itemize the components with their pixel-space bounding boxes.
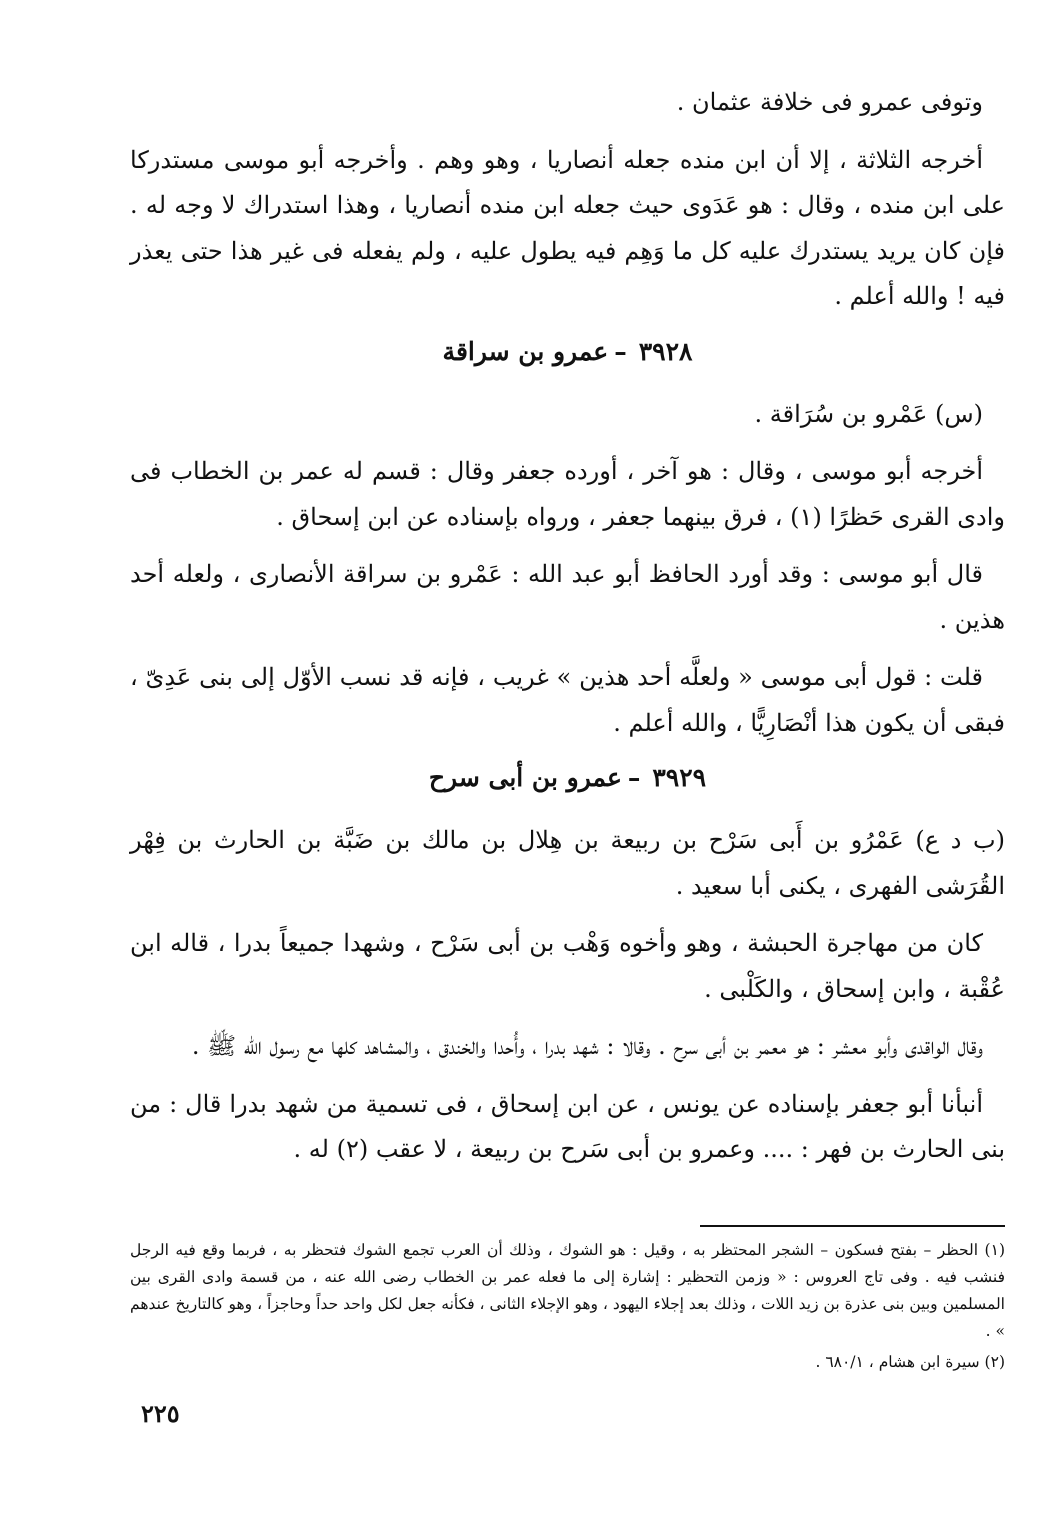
entry-number: ٣٩٢٨ xyxy=(638,336,693,366)
entry-3928-paragraph: قلت : قول أبى موسى « ولعلَّه أحد هذين » غريب ، فإنه قد نسب الأوّل إلى بنى عَدِىّ ، فبقى أن يكون هذا أنْصَارِيًّا ، والله أعلم . xyxy=(130,663,1005,737)
footnote-1: (١) الحظر – بفتح فسكون – الشجر المحتظر به ، وقيل : هو الشوك ، وذلك أن العرب تجمع الشوك فتحظر به ، فربما وقع فيه الرجل فنشب فيه . وفى تاج العروس : « وزمن التحظير : إشارة إلى ما فعله عمر بن الخطاب رضى الله عنه ، من قسمة وادى القرى بين المسلمين وبين بنى عذرة بن زيد اللات ، وذلك بعد إجلاء اليهود ، وهو الإجلاء الثانى ، فكأنه جعل لكل واحد حداً وحاجزاً ، وهو كالتاريخ عندهم » . xyxy=(130,1240,1005,1340)
entry-dash: – xyxy=(614,336,627,366)
entry-heading-3929 xyxy=(130,758,1005,798)
entry-3928-paragraph: (س) عَمْرو بن سُرَاقة . xyxy=(754,399,983,428)
entry-3929-paragraph: (ب د ع) عَمْرُو بن أَبى سَرْح بن ربيعة بن هِلال بن مالك بن ضَبَّة بن الحارث بن فِهْر القُرَشى الفهرى ، يكنى أبا سعيد . xyxy=(130,826,1005,900)
entry-3929-paragraph: كان من مهاجرة الحبشة ، وهو وأخوه وَهْب بن أبى سَرْح ، وشهدا جميعاً بدرا ، قاله ابن عُقْبة ، وابن إسحاق ، والكَلْبى . xyxy=(130,929,1005,1003)
paragraph-takhrij-note: أخرجه الثلاثة ، إلا أن ابن منده جعله أنصاريا ، وهو وهم . وأخرجه أبو موسى مستدركا على ابن منده ، وقال : هو عَدَوى حيث جعله ابن منده أنصاريا ، وهذا استدراك لا وجه له . فإن كان يريد يستدرك عليه كل ما وَهِم فيه يطول عليه ، ولم يفعله فى غير هذا حتى يعذر فيه ! والله أعلم . xyxy=(130,145,1005,310)
entry-number: ٣٩٢٩ xyxy=(652,763,707,792)
entry-heading-3928 xyxy=(130,332,1005,372)
entry-name: عمرو بن أبى سرح xyxy=(428,763,622,792)
entry-name: عمرو بن سراقة xyxy=(442,336,609,366)
entry-3928-paragraph: أخرجه أبو موسى ، وقال : هو آخر ، أورده جعفر وقال : قسم له عمر بن الخطاب فى وادى القرى حَظرًا (١) ، فرق بينهما جعفر ، ورواه بإسناده عن ابن إسحاق . xyxy=(130,457,1005,531)
entry-3928-paragraph: قال أبو موسى : وقد أورد الحافظ أبو عبد الله : عَمْرو بن سراقة الأنصارى ، ولعله أحد هذين . xyxy=(130,560,1005,634)
paragraph-death-note: وتوفى عمرو فى خلافة عثمان . xyxy=(676,88,983,116)
footnote-2: (٢) سيرة ابن هشام ، ٦٨٠/١ . xyxy=(815,1352,1005,1371)
document-page xyxy=(130,80,1005,1500)
page-number: ٢٢٥ xyxy=(141,1399,180,1428)
entry-3929-paragraph: أنبأنا أبو جعفر بإسناده عن يونس ، عن ابن إسحاق ، فى تسمية من شهد بدرا قال : من بنى الحارث بن فهر : .... وعمرو بن أبى سَرح بن ربيعة ، لا عقب (٢) له . xyxy=(130,1089,1005,1163)
footnote-divider xyxy=(700,1225,1005,1227)
entry-dash: – xyxy=(627,763,641,792)
entry-3929-paragraph: وقال الواقدى وأبو معشر : هو معمر بن أبى سرح . وقالا : شهد بدرا ، وأُحدا والخندق ، والمشاهد كلها مع رسول الله ﷺ . xyxy=(191,1032,983,1060)
